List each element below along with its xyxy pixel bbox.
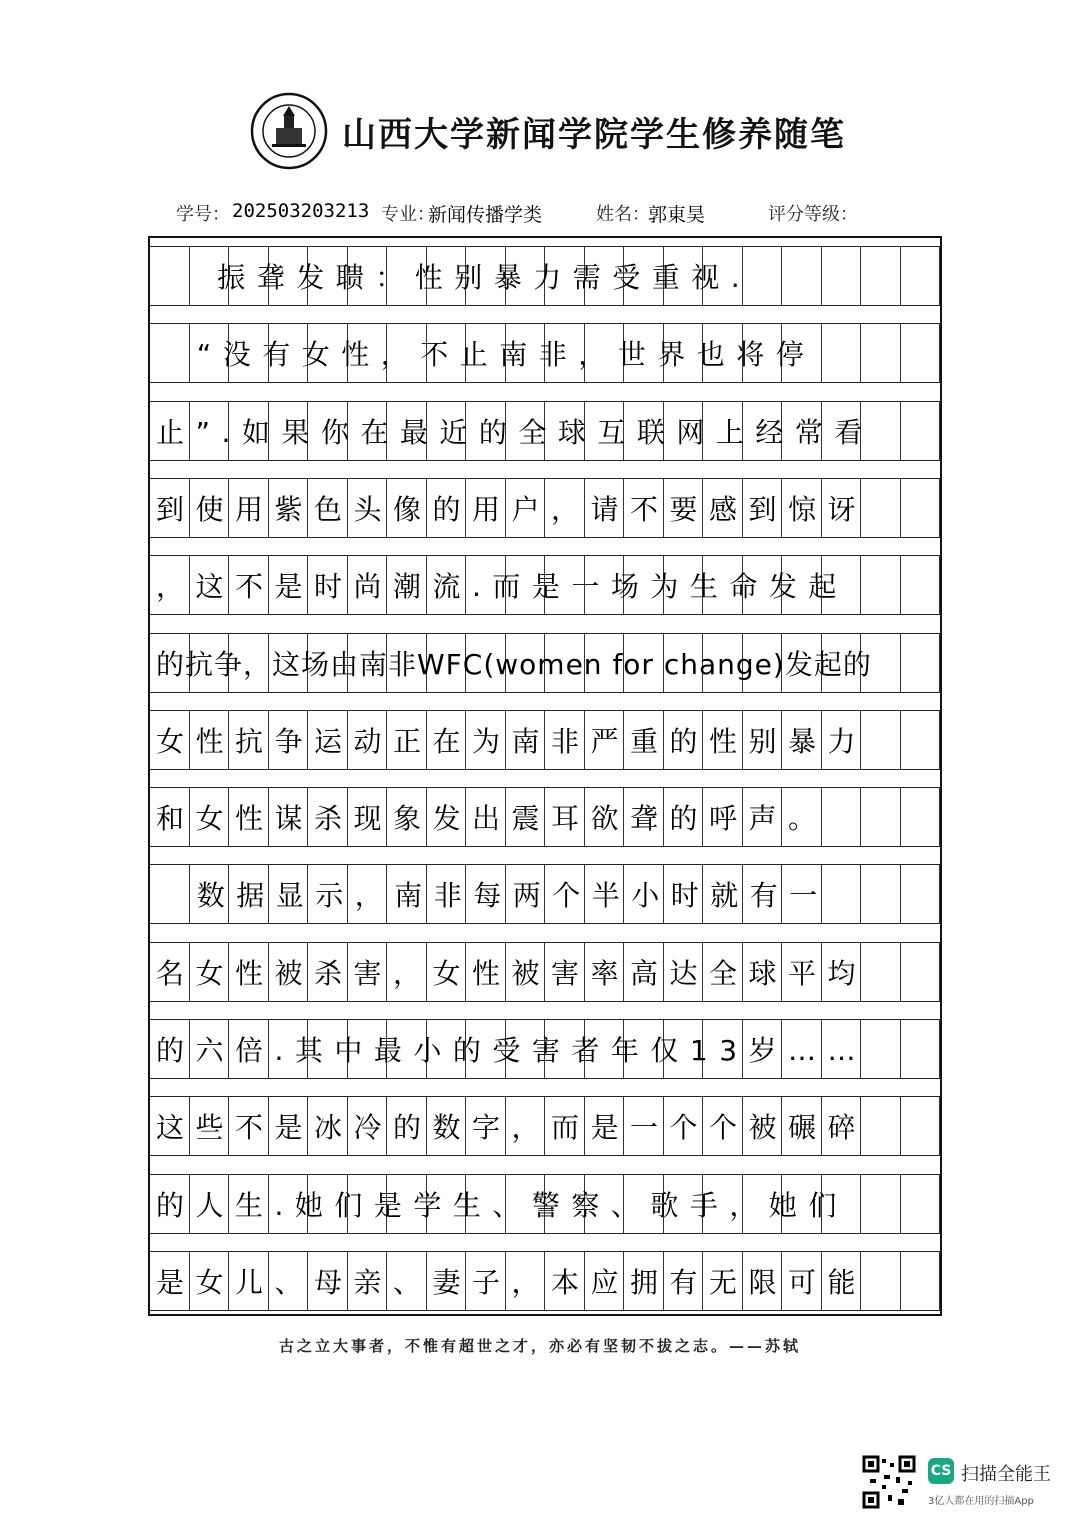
camscanner-name: 扫描全能王 — [961, 1464, 1051, 1485]
handwritten-line: 是女儿、母亲、妻子，本应拥有无限可能 — [156, 1265, 868, 1299]
handwritten-line: 止”.如果你在最近的全球互联网上经常看 — [156, 415, 874, 449]
grid-row — [150, 401, 940, 461]
student-info — [176, 200, 916, 228]
grid-row — [150, 942, 940, 1002]
page-header — [250, 92, 846, 170]
university-emblem-icon — [250, 92, 328, 170]
handwritten-line: 名女性被杀害，女性被害率高达全球平均 — [156, 956, 868, 990]
grid-row — [150, 864, 940, 924]
handwritten-line: ，这不是时尚潮流.而是一场为生命发起 — [156, 570, 848, 604]
handwritten-line: 的人生.她们是学生、警察、歌手，她们 — [156, 1188, 848, 1222]
handwritten-line: 这些不是冰冷的数字，而是一个个被碾碎 — [156, 1111, 868, 1145]
grade-label: 评分等级： — [768, 204, 858, 225]
name-value: 郭東昊 — [648, 204, 706, 226]
handwritten-line: 振聋发聩：性别暴力需受重视. — [156, 261, 752, 294]
grid-row — [150, 1019, 940, 1079]
handwritten-line: 到使用紫色头像的用户，请不要感到惊讶 — [156, 492, 868, 526]
handwritten-line: 的抗争，这场由南非WFC(women for change)发起的 — [156, 647, 872, 681]
major-value: 新闻传播学类 — [428, 204, 543, 226]
grid-row — [150, 710, 940, 770]
handwritten-line: 的六倍.其中最小的受害者年仅13岁…… — [156, 1034, 868, 1067]
footer-quote: 古之立大事者，不惟有超世之才，亦必有坚韧不拔之志。——苏轼 — [278, 1337, 801, 1355]
grid-row — [150, 478, 940, 538]
writing-grid — [148, 236, 942, 1316]
camscanner-tagline: 3亿人都在用的扫描App — [928, 1496, 1034, 1507]
name-label: 姓名： — [596, 204, 650, 225]
grid-row — [150, 246, 940, 306]
page-title: 山西大学新闻学院学生修养随笔 — [342, 114, 846, 155]
grid-row — [150, 555, 940, 615]
major-label: 专业： — [381, 204, 435, 225]
grid-row — [150, 633, 940, 693]
grid-row — [150, 787, 940, 847]
grid-row — [150, 1174, 940, 1234]
qr-code-icon — [862, 1455, 916, 1509]
student-id-value: 202503203213 — [232, 200, 370, 222]
handwritten-line: “没有女性，不止南非，世界也将停 — [156, 338, 816, 372]
grid-row — [150, 1096, 940, 1156]
camscanner-logo: CS — [928, 1458, 954, 1484]
handwritten-line: 和女性谋杀现象发出震耳欲聋的呼声。 — [156, 802, 828, 836]
handwritten-line: 数据显示，南非每两个半小时就有一 — [156, 879, 829, 913]
handwritten-line: 女性抗争运动正在为南非严重的性别暴力 — [156, 724, 868, 758]
student-id-label: 学号： — [176, 204, 230, 225]
grid-row — [150, 323, 940, 383]
grid-row — [150, 1251, 940, 1311]
